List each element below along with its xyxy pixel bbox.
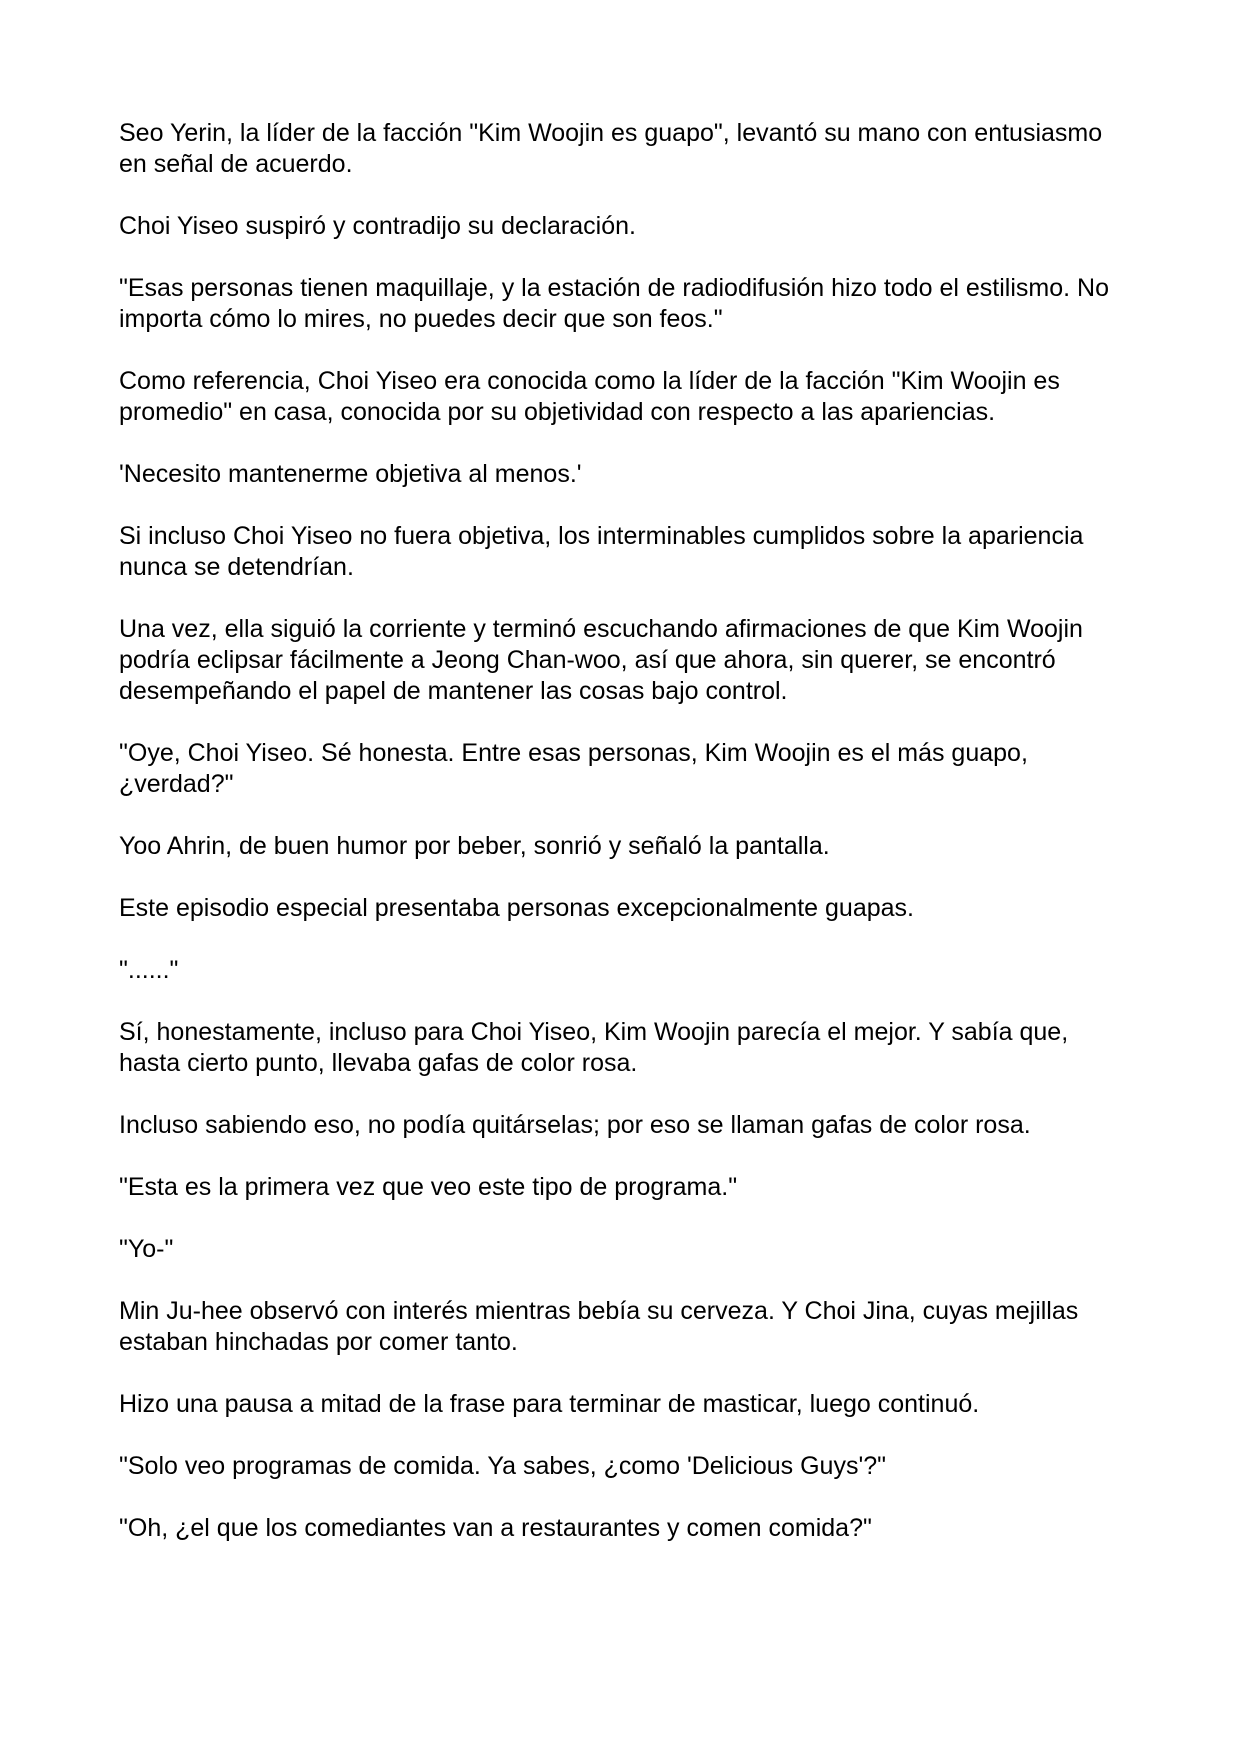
paragraph-19: "Oh, ¿el que los comediantes van a restaurantes y comen comida?"	[119, 1514, 872, 1542]
paragraph-17: Hizo una pausa a mitad de la frase para terminar de masticar, luego continuó.	[119, 1390, 980, 1418]
paragraph-5: 'Necesito mantenerme objetiva al menos.'	[119, 460, 582, 488]
paragraph-16: Min Ju-hee observó con interés mientras bebía su cerveza. Y Choi Jina, cuyas mejillas estaban hinchadas por comer tanto.	[119, 1297, 1079, 1356]
paragraph-10: Este episodio especial presentaba personas excepcionalmente guapas.	[119, 894, 914, 922]
paragraph-7: Una vez, ella siguió la corriente y terminó escuchando afirmaciones de que Kim Woojin podría eclipsar fácilmente a Jeong Chan-woo, así que ahora, sin querer, se encontró desempeñando el papel de mantener las cosas bajo control.	[119, 615, 1083, 705]
paragraph-13: Incluso sabiendo eso, no podía quitárselas; por eso se llaman gafas de color rosa.	[119, 1111, 1031, 1139]
paragraph-6: Si incluso Choi Yiseo no fuera objetiva, los interminables cumplidos sobre la apariencia nunca se detendrían.	[119, 522, 1084, 581]
paragraph-11: "......"	[119, 956, 179, 984]
document-body	[119, 118, 1129, 1575]
paragraph-4: Como referencia, Choi Yiseo era conocida como la líder de la facción "Kim Woojin es promedio" en casa, conocida por su objetividad con respecto a las apariencias.	[119, 367, 1060, 426]
paragraph-9: Yoo Ahrin, de buen humor por beber, sonrió y señaló la pantalla.	[119, 832, 830, 860]
paragraph-8: "Oye, Choi Yiseo. Sé honesta. Entre esas personas, Kim Woojin es el más guapo, ¿verdad?"	[119, 739, 1028, 798]
paragraph-14: "Esta es la primera vez que veo este tipo de programa."	[119, 1173, 738, 1201]
paragraph-15: "Yo-"	[119, 1235, 174, 1263]
paragraph-3: "Esas personas tienen maquillaje, y la estación de radiodifusión hizo todo el estilismo. No importa cómo lo mires, no puedes decir que son feos."	[119, 274, 1109, 333]
paragraph-1: Seo Yerin, la líder de la facción "Kim Woojin es guapo", levantó su mano con entusiasmo en señal de acuerdo.	[119, 119, 1103, 178]
paragraph-2: Choi Yiseo suspiró y contradijo su declaración.	[119, 212, 636, 240]
paragraph-18: "Solo veo programas de comida. Ya sabes, ¿como 'Delicious Guys'?"	[119, 1452, 887, 1480]
paragraph-12: Sí, honestamente, incluso para Choi Yiseo, Kim Woojin parecía el mejor. Y sabía que, hasta cierto punto, llevaba gafas de color rosa.	[119, 1018, 1069, 1077]
